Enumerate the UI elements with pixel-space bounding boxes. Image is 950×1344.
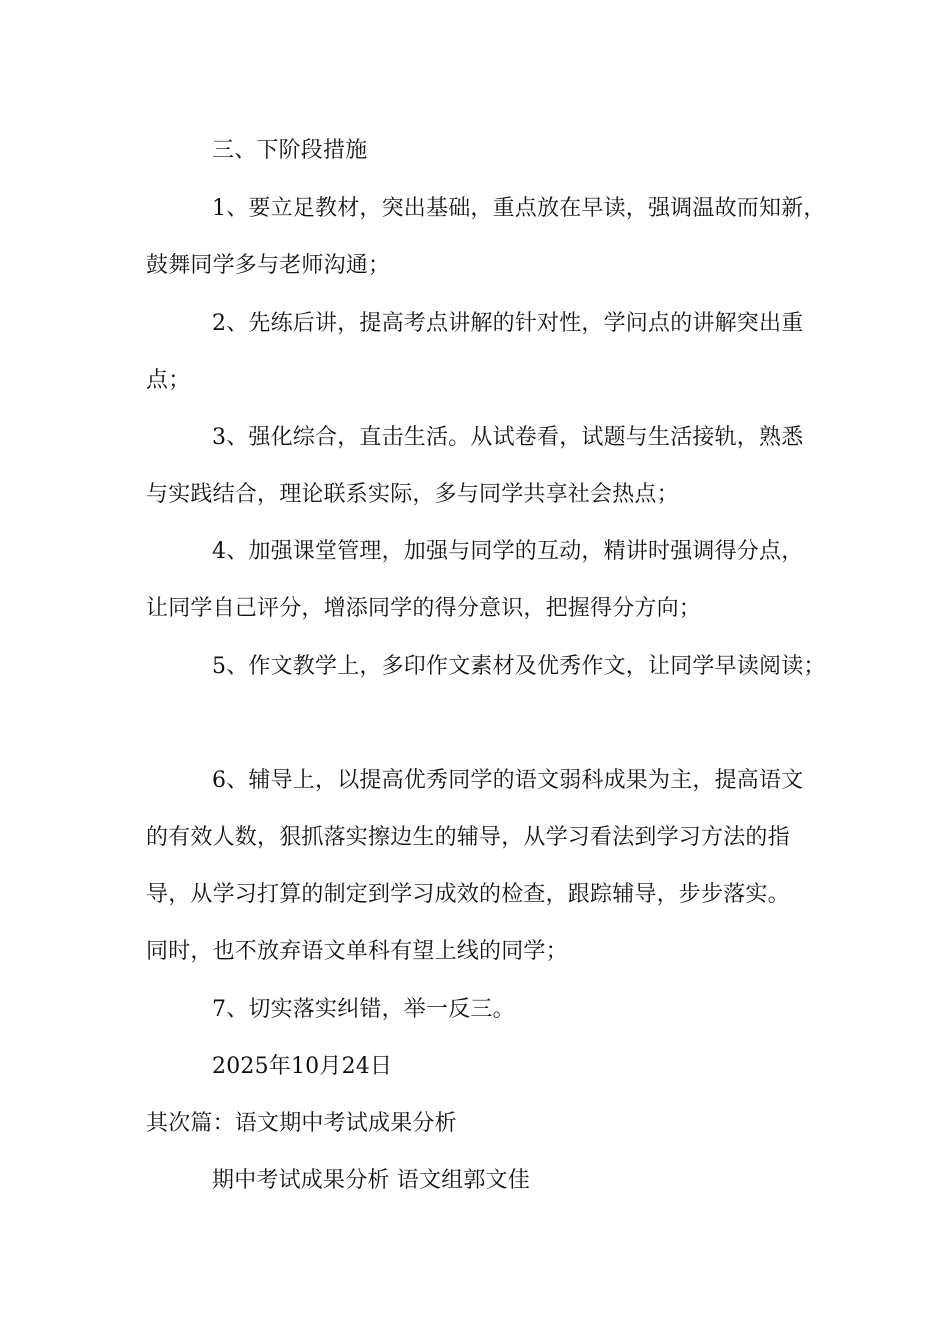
item-2-line-1: 2、先练后讲，提高考点讲解的针对性，学问点的讲解突出重 <box>212 311 804 336</box>
item-5-line-1: 5、作文教学上，多印作文素材及优秀作文，让同学早读阅读； <box>212 654 826 679</box>
item-6-line-2: 的有效人数，狠抓落实擦边生的辅导，从学习看法到学习方法的指 <box>146 825 790 850</box>
item-4-line-2: 让同学自己评分，增添同学的得分意识，把握得分方向； <box>146 596 702 621</box>
date-line: 2025年10月24日 <box>212 1054 393 1079</box>
item-6-line-1: 6、辅导上，以提高优秀同学的语文弱科成果为主，提高语文 <box>212 768 804 793</box>
item-3-line-1: 3、强化综合，直击生活。从试卷看，试题与生活接轨，熟悉 <box>212 425 804 450</box>
item-7-line-1: 7、切实落实纠错，举一反三。 <box>212 997 515 1022</box>
item-6-line-4: 同时，也不放弃语文单科有望上线的同学； <box>146 939 568 964</box>
next-section-subtitle: 期中考试成果分析 语文组郭文佳 <box>212 1168 530 1193</box>
item-3-line-2: 与实践结合，理论联系实际，多与同学共享社会热点； <box>146 482 679 507</box>
next-section-title: 其次篇：语文期中考试成果分析 <box>146 1111 457 1136</box>
item-2-line-2: 点； <box>146 368 191 393</box>
item-6-line-3: 导，从学习打算的制定到学习成效的检查，跟踪辅导，步步落实。 <box>146 882 790 907</box>
section-heading: 三、下阶段措施 <box>212 138 368 163</box>
item-1-line-1: 1、要立足教材，突出基础，重点放在早读，强调温故而知新， <box>212 196 826 221</box>
item-4-line-1: 4、加强课堂管理，加强与同学的互动，精讲时强调得分点， <box>212 539 804 564</box>
item-1-line-2: 鼓舞同学多与老师沟通； <box>146 253 391 278</box>
